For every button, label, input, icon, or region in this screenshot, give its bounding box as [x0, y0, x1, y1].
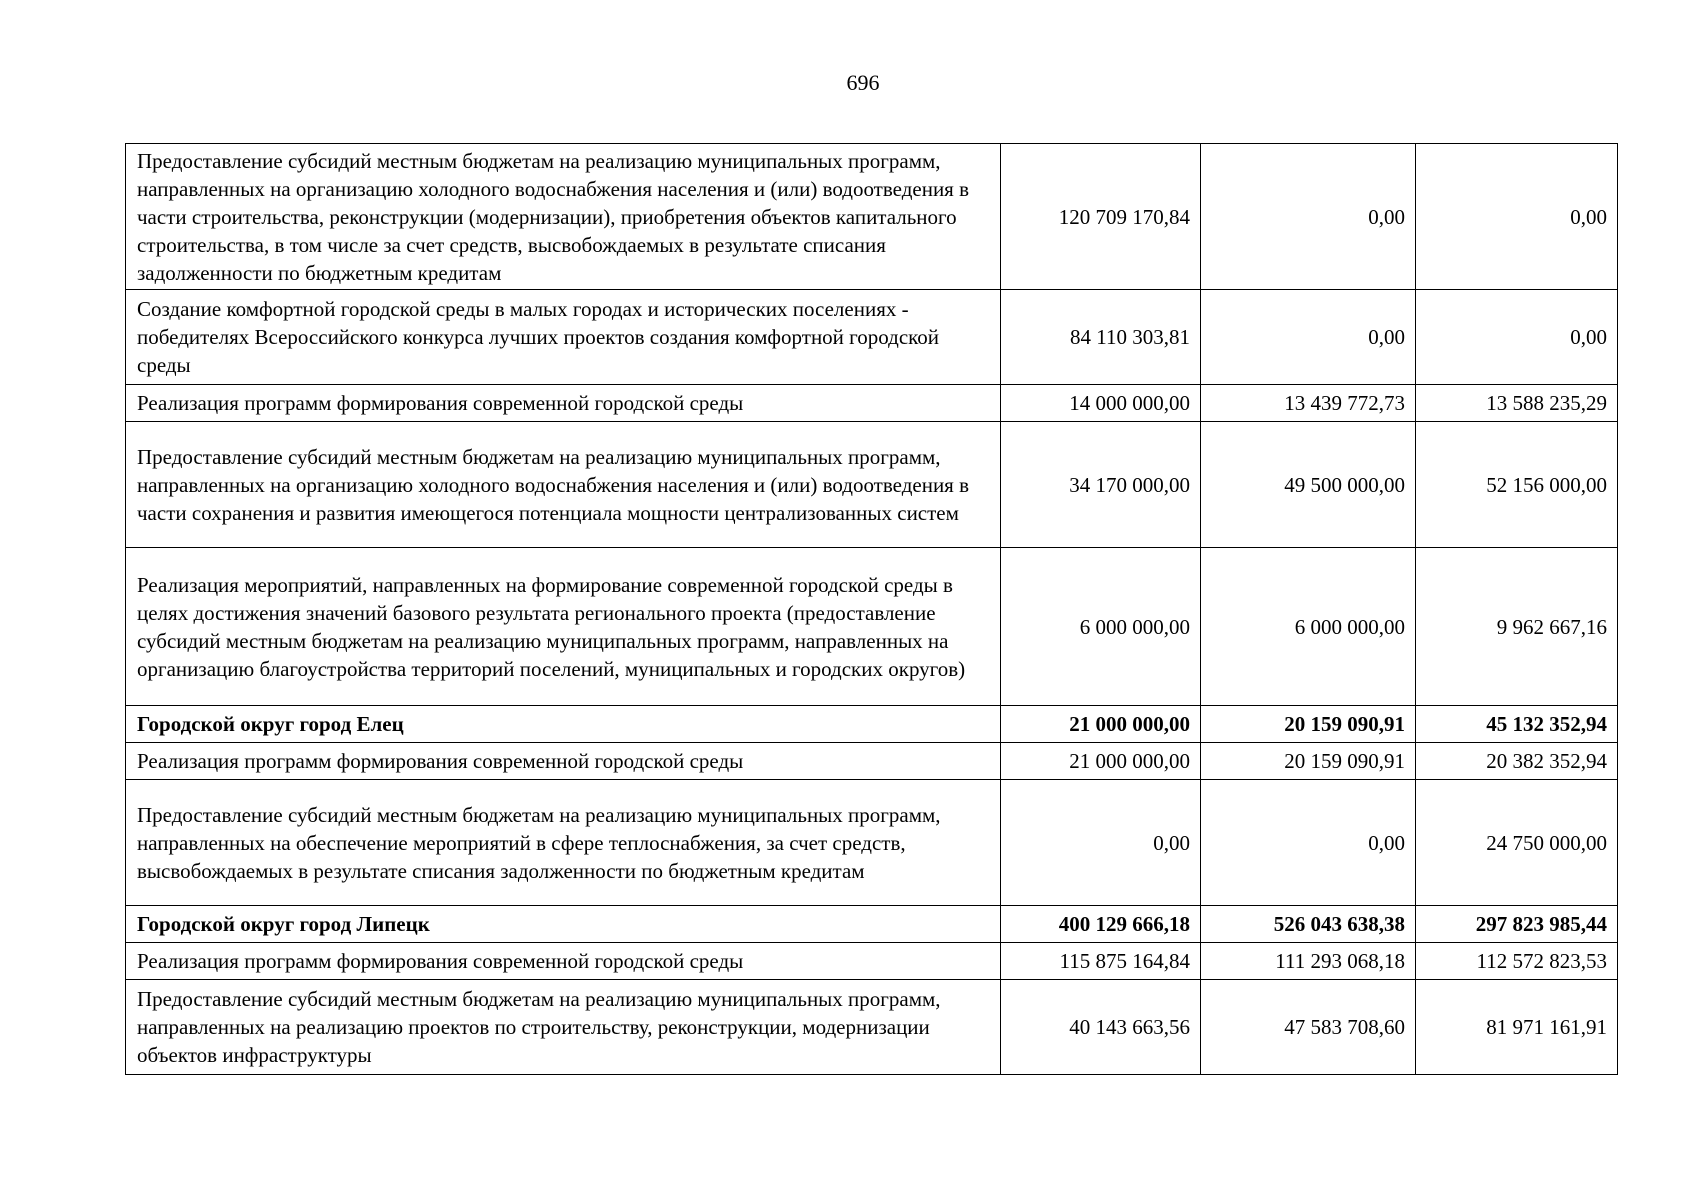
row-value-1: 21 000 000,00	[1001, 743, 1201, 780]
row-value-1: 40 143 663,56	[1001, 980, 1201, 1075]
row-value-2: 47 583 708,60	[1201, 980, 1416, 1075]
row-value-3: 52 156 000,00	[1416, 422, 1618, 548]
row-description: Создание комфортной городской среды в малых городах и исторических поселениях - победителях Всероссийского конкурса лучших проектов создания комфортной городской среды	[126, 290, 1001, 385]
row-value-3: 81 971 161,91	[1416, 980, 1618, 1075]
row-value-1: 6 000 000,00	[1001, 548, 1201, 706]
row-description: Предоставление субсидий местным бюджетам на реализацию муниципальных программ, направленных на организацию холодного водоснабжения населения и (или) водоотведения в части сохранения и развития имеющегося потенциала мощности централизованных систем	[126, 422, 1001, 548]
row-description: Предоставление субсидий местным бюджетам на реализацию муниципальных программ, направленных на организацию холодного водоснабжения населения и (или) водоотведения в части строительства, реконструкции (модернизации), приобретения объектов капитального строительства, в том числе за счет средств, высвобождаемых в результате списания задолженности по бюджетным кредитам	[126, 144, 1001, 290]
district-name: Городской округ город Елец	[126, 706, 1001, 743]
row-value-3: 45 132 352,94	[1416, 706, 1618, 743]
row-value-2: 20 159 090,91	[1201, 706, 1416, 743]
row-description: Реализация мероприятий, направленных на формирование современной городской среды в целях достижения значений базового результата регионального проекта (предоставление субсидий местным бюджетам на реализацию муниципальных программ, направленных на организацию благоустройства территорий поселений, муниципальных и городских округов)	[126, 548, 1001, 706]
table-row	[126, 943, 1618, 980]
row-value-2: 20 159 090,91	[1201, 743, 1416, 780]
table-row	[126, 548, 1618, 706]
row-value-1: 0,00	[1001, 780, 1201, 906]
table-row	[126, 144, 1618, 290]
row-value-1: 14 000 000,00	[1001, 385, 1201, 422]
district-name: Городской округ город Липецк	[126, 906, 1001, 943]
row-description: Реализация программ формирования современной городской среды	[126, 943, 1001, 980]
row-value-2: 49 500 000,00	[1201, 422, 1416, 548]
row-value-1: 400 129 666,18	[1001, 906, 1201, 943]
table-row	[126, 422, 1618, 548]
row-value-2: 526 043 638,38	[1201, 906, 1416, 943]
table-row	[126, 980, 1618, 1075]
row-value-3: 13 588 235,29	[1416, 385, 1618, 422]
row-value-3: 0,00	[1416, 144, 1618, 290]
row-value-2: 0,00	[1201, 780, 1416, 906]
row-value-1: 84 110 303,81	[1001, 290, 1201, 385]
row-value-3: 20 382 352,94	[1416, 743, 1618, 780]
row-value-2: 0,00	[1201, 290, 1416, 385]
row-description: Предоставление субсидий местным бюджетам на реализацию муниципальных программ, направленных на обеспечение мероприятий в сфере теплоснабжения, за счет средств, высвобождаемых в результате списания задолженности по бюджетным кредитам	[126, 780, 1001, 906]
row-value-1: 21 000 000,00	[1001, 706, 1201, 743]
page-number: 696	[846, 70, 880, 95]
table-row	[126, 385, 1618, 422]
row-value-2: 13 439 772,73	[1201, 385, 1416, 422]
row-value-1: 115 875 164,84	[1001, 943, 1201, 980]
row-value-1: 34 170 000,00	[1001, 422, 1201, 548]
row-value-3: 297 823 985,44	[1416, 906, 1618, 943]
row-description: Реализация программ формирования современной городской среды	[126, 743, 1001, 780]
row-value-2: 6 000 000,00	[1201, 548, 1416, 706]
row-value-1: 120 709 170,84	[1001, 144, 1201, 290]
table-row	[126, 780, 1618, 906]
row-value-3: 112 572 823,53	[1416, 943, 1618, 980]
row-description: Реализация программ формирования современной городской среды	[126, 385, 1001, 422]
budget-table	[125, 143, 1618, 1075]
row-value-2: 0,00	[1201, 144, 1416, 290]
row-value-3: 24 750 000,00	[1416, 780, 1618, 906]
row-value-2: 111 293 068,18	[1201, 943, 1416, 980]
table-row	[126, 290, 1618, 385]
table-row	[126, 743, 1618, 780]
row-value-3: 9 962 667,16	[1416, 548, 1618, 706]
table-row-district-total	[126, 706, 1618, 743]
row-value-3: 0,00	[1416, 290, 1618, 385]
table-row-district-total	[126, 906, 1618, 943]
row-description: Предоставление субсидий местным бюджетам на реализацию муниципальных программ, направленных на реализацию проектов по строительству, реконструкции, модернизации объектов инфраструктуры	[126, 980, 1001, 1075]
